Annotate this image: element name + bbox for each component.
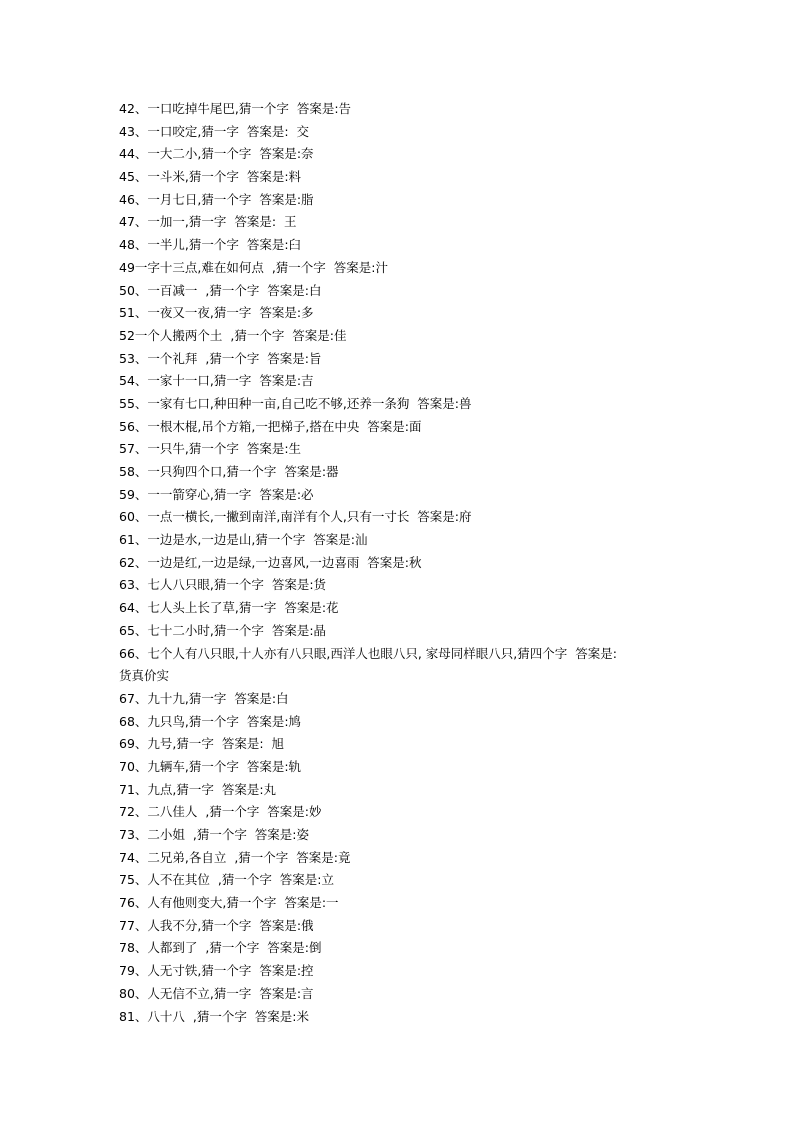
riddle-line: 78、人都到了 ,猜一个字 答案是:倒	[119, 940, 322, 956]
riddle-line: 48、一半儿,猜一个字 答案是:臼	[119, 237, 302, 253]
riddle-line: 61、一边是水,一边是山,猜一个字 答案是:汕	[119, 532, 368, 548]
riddle-line: 44、一大二小,猜一个字 答案是:奈	[119, 146, 314, 162]
riddle-line: 69、九号,猜一字 答案是: 旭	[119, 736, 284, 752]
riddle-line: 42、一口吃掉牛尾巴,猜一个字 答案是:告	[119, 101, 352, 116]
riddle-line: 56、一根木棍,吊个方箱,一把梯子,搭在中央 答案是:面	[119, 418, 422, 434]
riddle-line: 59、一一箭穿心,猜一字 答案是:必	[119, 486, 314, 502]
riddle-line: 79、人无寸铁,猜一个字 答案是:控	[119, 963, 314, 979]
riddle-line: 67、九十九,猜一字 答案是:白	[119, 690, 289, 706]
riddle-line: 58、一只狗四个口,猜一个字 答案是:器	[119, 464, 339, 479]
riddle-line: 47、一加一,猜一字 答案是: 王	[119, 214, 297, 230]
riddle-line: 74、二兄弟,各自立 ,猜一个字 答案是:竟	[119, 849, 351, 865]
riddle-line: 54、一家十一口,猜一字 答案是:吉	[119, 373, 314, 389]
riddle-line: 45、一斗米,猜一个字 答案是:料	[119, 169, 302, 185]
riddle-line: 72、二八佳人 ,猜一个字 答案是:妙	[119, 804, 322, 820]
riddle-line: 64、七人头上长了草,猜一字 答案是:花	[119, 600, 339, 616]
riddle-line: 50、一百减一 ,猜一个字 答案是:白	[119, 282, 322, 298]
riddle-line: 51、一夜又一夜,猜一字 答案是:多	[119, 305, 314, 321]
riddle-line: 73、二小姐 ,猜一个字 答案是:姿	[119, 827, 309, 842]
riddle-line: 53、一个礼拜 ,猜一个字 答案是:旨	[119, 350, 322, 366]
riddle-list	[119, 98, 679, 1028]
riddle-line: 77、人我不分,猜一个字 答案是:俄	[119, 917, 314, 933]
riddle-line: 52一个人搬两个土 ,猜一个字 答案是:佳	[119, 327, 347, 343]
riddle-line: 71、九点,猜一字 答案是:丸	[119, 781, 277, 797]
riddle-line: 75、人不在其位 ,猜一个字 答案是:立	[119, 872, 334, 888]
riddle-line: 55、一家有七口,种田种一亩,自己吃不够,还养一条狗 答案是:兽	[119, 395, 472, 411]
riddle-line: 63、七人八只眼,猜一个字 答案是:货	[119, 577, 327, 593]
riddle-line: 49一字十三点,难在如何点 ,猜一个字 答案是:汁	[119, 259, 388, 275]
riddle-line: 57、一只牛,猜一个字 答案是:生	[119, 441, 302, 457]
riddle-line: 68、九只鸟,猜一个字 答案是:鸠	[119, 713, 302, 729]
riddle-line: 62、一边是红,一边是绿,一边喜风,一边喜雨 答案是:秋	[119, 554, 422, 570]
riddle-line: 70、九辆车,猜一个字 答案是:轨	[119, 758, 302, 774]
riddle-line: 65、七十二小时,猜一个字 答案是:晶	[119, 622, 327, 638]
riddle-line: 80、人无信不立,猜一字 答案是:言	[119, 985, 314, 1001]
riddle-line: 81、八十八 ,猜一个字 答案是:米	[119, 1008, 309, 1024]
riddle-line: 43、一口咬定,猜一字 答案是: 交	[119, 123, 309, 139]
riddle-line: 76、人有他则变大,猜一个字 答案是:一	[119, 895, 339, 911]
riddle-line: 60、一点一横长,一撇到南洋,南洋有个人,只有一寸长 答案是:府	[119, 509, 472, 525]
riddle-line: 66、七个人有八只眼,十人亦有八只眼,西洋人也眼八只, 家母同样眼八只,猜四个字 答案是:	[119, 645, 617, 661]
riddle-line: 46、一月七日,猜一个字 答案是:脂	[119, 191, 314, 207]
riddle-line: 货真价实	[119, 668, 170, 684]
